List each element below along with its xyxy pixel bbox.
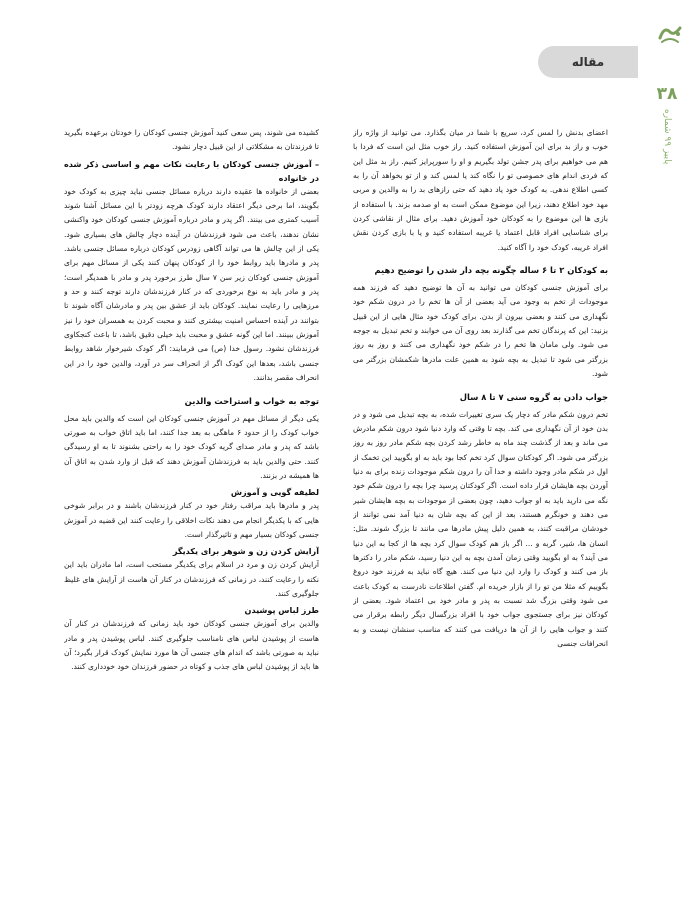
paragraph: پدر و مادرها باید مراقب رفتار خود در کنار فرزندشان باشند و در برابر شوخی هایی که با یکدیگر انجام می دهند نکات اخلاقی را رعایت کنند این قضیه در آموزش جنسی کودکان بسیار مهم و تاثیرگذار است. [64,501,319,539]
article-column-right [353,126,608,852]
paragraph: بعضی از خانواده ها عقیده دارند درباره مسائل جنسی نباید چیزی به کودک خود بگویند، اما برخی دیگر اعتقاد دارند کودک هرچه زودتر با این مسائل آشنا شوند آسیب کمتری می بینند. اگر پدر و مادر درباره آموزش جنسی کودکان خود واکنشی نشان ندهند، باعث می شود فرزندشان در آینده دچار چالش های بسیاری شود. یکی از این چالش ها می تواند آگاهی زودرس کودکان درباره مسائل جنسی باشد. پدر و مادرها باید روابط خود را از کودکان پنهان کنند یکی از مسائل مهم برای آموزش جنسی کودکان زیر سن ۷ سال طرز برخورد پدر و مادر با همدیگر است؛ پدر و مادر باید به نوع برخوردی که در کنار فرزندشان دارند توجه کنند و حد و مرزهایی را رعایت نمایند. کودکان باید از عشق بین پدر و مادرشان آگاه شوند تا بتوانند در آینده احساس امنیت بیشتری کنند و محبت کردن به همسران خود را نیز آموزش ببینند. اما این گونه عشق و محبت باید خیلی دقیق باشد، تا باعث کنجکاوی فرزندشان نشود. رسول خدا (ص) می فرمایند: اگر کودک شیرخوار شاهد روابط جنسی باشد، بعدها این کودک اگر از انحراف سر در آورد، والدین خود را در این انحراف مقصر بدانند. [64,186,319,383]
paragraph: والدین برای آموزش جنسی کودکان خود باید زمانی که فرزندشان در کنار آن هاست از پوشیدن لباس های نامناسب جلوگیری کنند. لباس پوشیدن پدر و مادر نباید به صورتی باشد که اندام های جنسی آن ها مورد نمایش کودک قرار بگیرد؛ آن ها باید از پوشیدن لباس های جذب و کوتاه در حضور فرزندان خود خودداری کنند. [64,619,319,672]
section-header [538,46,638,78]
section-heading: طرز لباس پوشیدن [244,605,319,616]
page-meta-strip [652,84,682,234]
magazine-logo-icon [656,22,684,46]
section-heading: جواب دادن به گروه سنی ۷ تا ۸ سال [459,391,608,402]
paragraph: کشیده می شوند، پس سعی کنید آموزش جنسی کودکان را خودتان برعهده بگیرید تا فرزندتان به مشکلاتی از این قبیل دچار نشود. [64,128,319,152]
paragraph: اعضای بدنش را لمس کرد، سریع با شما در میان بگذارد. می توانید از واژه راز خوب و راز بد برای این آموزش استفاده کنید. راز خوب مثل این است که فردا با هم می خواهیم برای پدر جشن تولد بگیریم و او را سورپرایز کنیم. راز بد مثل این که فردی اندام های خصوصی تو را نگاه کند یا لمس کند و از تو بخواهد آن را به کسی اطلاع ندهی. به کودک خود یاد دهید که حتی رازهای بد را به والدین و مربی مهد خود اطلاع دهند، زیرا این موضوع ممکن است به او صدمه بزند. با استفاده از بازی ها این موضوع را به کودکان خود آموزش دهید. برای مثال از نقاشی کردن برای شناسایی افراد قابل اعتماد یا غریبه استفاده کنید و یا با بازی کردن نقش افراد غریبه، کودک خود را آگاه کنید. [353,128,608,252]
paragraph: تخم درون شکم مادر که دچار یک سری تغییرات شده، به بچه تبدیل می شود و در بدن خود از آن نگهداری می کند. بچه تا وقتی که وارد دنیا شود درون شکم مادرش می ماند و بعد از گذشت چند ماه به خاطر رشد کردن بچه شکم مادر روز به روز بزرگتر می شود. اگر کودکتان سوال کرد تخم کجا بود باید به او بگویید این تخمک از اول در شکم مادر وجود داشته و خدا آن را درون شکم موجودات زنده برای به دنیا آوردن بچه هایشان قرار داده است. اگر کودکتان پرسید چرا بچه را درون شکم خود نگه می دارید باید به او جواب دهید، چون بعضی از موجودات به بچه هایشان شیر می دهند و خونگرم هستند، بعد از این که بچه شان به دنیا آمد نمی توانند از خودشان مراقبت کنند، به همین دلیل پیش مادرها می مانند تا بزرگ شوند. مثل: انسان ها، شیر، گربه و ... اگر باز هم کودک سوال کرد بچه ها از کجا به این دنیا می آیند؟ به او بگویید وقتی زمان آمدن بچه به این دنیا رسید، شکم مادر را دکترها باز می کنند و کودک را وارد این دنیا می کنند. هیچ گاه نباید به فرزند خود دروغ بگوییم که مثلا من تو را از بازار خریده ام. گفتن اطلاعات نادرست به کودک باعث می شود وقتی بزرگ شد نسبت به پدر و مادر خود بی اعتماد شود. بعضی از کودکان نیز برای جستجوی جواب خود با افراد بزرگسال دیگر رابطه برقرار می کنند و جواب هایی را از آن ها دریافت می کنند که مناسب سنشان نیست و به انحرافات جنسی [353,409,608,648]
paragraph: آرایش کردن زن و مرد در اسلام برای یکدیگر مستحب است، اما مادران باید این نکته را رعایت کنند، در زمانی که فرزندشان در کنار آن هاست از آرایش های غلیظ جلوگیری کنند. [64,560,319,598]
section-heading: توجه به خواب و استراحت والدین [184,395,319,406]
paragraph: یکی دیگر از مسائل مهم در آموزش جنسی کودکان این است که والدین باید محل خواب کودک را از حدود ۶ ماهگی به بعد جدا کنند، اما باید اتاق خواب به صورتی باشد که پدر و مادر صدای گریه کودک خود را به راحتی بشنوند تا به او رسیدگی کنند. حتی والدین باید به فرزندشان آموزش دهند که قبل از وارد شدن به اتاق آن ها همیشه در بزنند. [64,413,319,480]
section-heading: آرایش کردن زن و شوهر برای یکدیگر [172,546,319,557]
section-heading: – آموزش جنسی کودکان با رعایت نکات مهم و اساسی ذکر شده در خانواده [64,158,319,183]
article-column-left [64,126,319,852]
section-label: مقاله [571,55,605,69]
page-number: ۳۸ [656,84,678,104]
issue-label: پاییز ۹۹ شماره [662,109,672,165]
section-heading: لطیفه گویی و آموزش [230,487,319,498]
paragraph: برای آموزش جنسی کودکان می توانید به آن ها توضیح دهید که فرزند همه موجودات از تخم به وجود می آید بعضی از آن ها تخم را در درون شکم خود نگهداری می کنند و بعضی بیرون از بدن. برای کودک خود مثال هایی از این قبیل بزنید: این که پرندگان تخم می گذارند بعد روی آن می خوابند و تخم تبدیل به جوجه می شود. ولی مامان ها تخم را در شکم خود نگهداری می کنند و روز به روز بزرگتر می شود تا تبدیل به بچه شود به همین علت مادرها شکمشان بزرگتر می شود. [353,283,608,379]
section-heading: به کودکان ۲ تا ۶ ساله چگونه بچه دار شدن را توضیح دهیم [374,265,608,276]
